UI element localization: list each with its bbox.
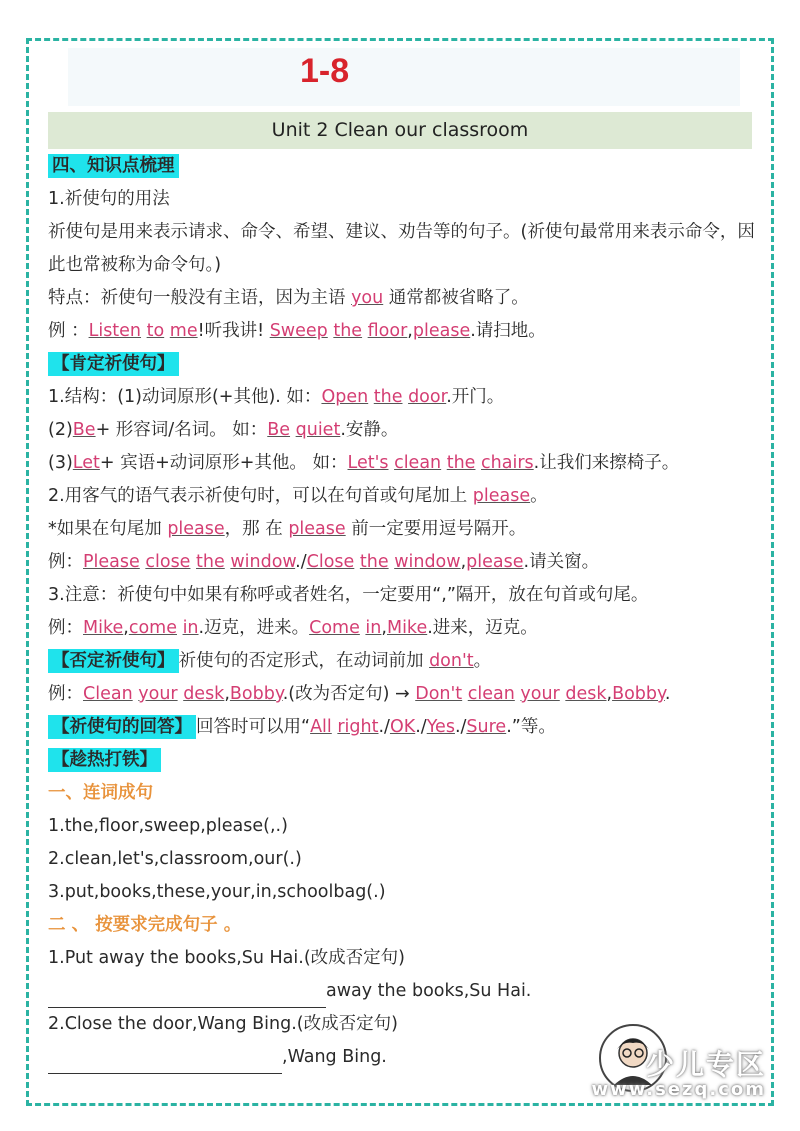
practice-part2-title: 二 、 按要求完成句子 。: [48, 915, 242, 935]
positive-line-6: 例：Please close the window./Close the window,please.请关窗。: [48, 552, 600, 572]
practice-item-1: 1.the,floor,sweep,please(,.): [48, 816, 288, 836]
positive-line-3: (3)Let+ 宾语+动词原形+其他。 如：Let's clean the chairs.让我们来擦椅子。: [48, 453, 680, 473]
reply-line: 【祈使句的回答】 回答时可以用“All right./OK./Yes./Sure.”等。: [48, 711, 760, 744]
positive-line-7: 3.注意：祈使句中如果有称呼或者姓名，一定要用“,”隔开，放在句首或句尾。: [48, 585, 649, 605]
section-heading-positive: 【肯定祈使句】: [48, 352, 179, 376]
section-heading-knowledge: 四、知识点梳理: [48, 154, 179, 178]
watermark-url: www.sezq.com: [591, 1079, 766, 1100]
positive-line-2: (2)Be+ 形容词/名词。 如：Be quiet.安静。: [48, 420, 399, 440]
watermark: [592, 1023, 772, 1103]
practice-item-2: 2.clean,let's,classroom,our(.): [48, 849, 302, 869]
example-line-1: 例 ：Listen to me!听我讲! Sweep the floor,please.请扫地。: [48, 321, 546, 341]
page-number: 1-8: [300, 52, 350, 90]
positive-line-8: 例：Mike,come in.迈克，进来。Come in,Mike.进来，迈克。: [48, 618, 538, 638]
usage-title: 1.祈使句的用法: [48, 189, 170, 209]
positive-line-5: *如果在句尾加 please，那 在 please 前一定要用逗号隔开。: [48, 519, 527, 539]
answer-blank[interactable]: [48, 1051, 282, 1074]
feature-line: 特点：祈使句一般没有主语，因为主语 you 通常都被省略了。: [48, 288, 529, 308]
practice-question-2: 2.Close the door,Wang Bing.(改成否定句): [48, 1014, 398, 1034]
section-heading-negative: 【否定祈使句】: [48, 649, 179, 673]
unit-title: Unit 2 Clean our classroom: [48, 112, 752, 149]
answer-blank[interactable]: [48, 985, 326, 1008]
positive-line-1: 1.结构：(1)动词原形(+其他). 如：Open the door.开门。: [48, 387, 505, 407]
practice-part1-title: 一、连词成句: [48, 783, 153, 803]
negative-line: 【否定祈使句】 祈使句的否定形式，在动词前加 don't。: [48, 645, 760, 678]
section-heading-practice: 【趁热打铁】: [48, 748, 161, 772]
section-heading-reply: 【祈使句的回答】: [48, 715, 196, 739]
practice-answer-2: ,Wang Bing.: [48, 1041, 760, 1074]
document-body: [48, 150, 760, 1074]
definition-paragraph: 祈使句是用来表示请求、命令、希望、建议、劝告等的句子。(祈使句最常用来表示命令，因此也常被称为命令句。): [48, 222, 755, 275]
positive-line-4: 2.用客气的语气表示祈使句时，可以在句首或句尾加上 please。: [48, 486, 548, 506]
title-band: [68, 48, 740, 106]
practice-answer-1: away the books,Su Hai.: [48, 975, 760, 1008]
practice-item-3: 3.put,books,these,your,in,schoolbag(.): [48, 882, 386, 902]
answer-word: you: [351, 288, 384, 308]
practice-question-1: 1.Put away the books,Su Hai.(改成否定句): [48, 948, 405, 968]
negative-example: 例：Clean your desk,Bobby.(改为否定句) → Don't clean your desk,Bobby.: [48, 684, 671, 704]
watermark-text: 少儿专区: [645, 1048, 766, 1081]
